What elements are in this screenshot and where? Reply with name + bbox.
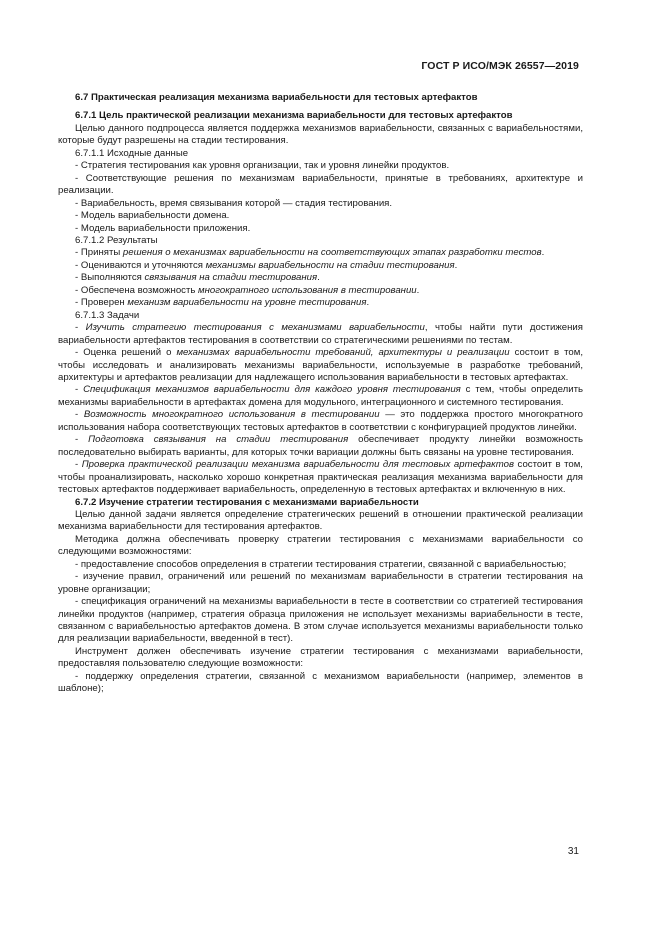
- list-item: [58, 459, 583, 496]
- list-item-text: , чтобы найти пути достижения вариабельности артефактов тестирования в соответствии со стратегическими решениями по тестам.: [58, 322, 583, 346]
- italic-term: Проверка практической реализации механизма вариабельности для тестовых артефактов: [81, 459, 515, 471]
- italic-term: механизмах вариабельности требований, архитектуры и реализации: [176, 347, 510, 359]
- list-item: - Соответствующие решения по механизмам вариабельности, принятые в требованиях, архитектуре и реализации.: [58, 172, 583, 197]
- list-item: - поддержку определения стратегии, связанной с механизмом вариабельности (например, элементов в шаблоне);: [58, 670, 583, 695]
- list-item-text: - Оценка решений о: [75, 347, 177, 359]
- list-item: [58, 297, 583, 309]
- list-item: - Модель вариабельности приложения.: [75, 222, 251, 234]
- list-item-text: -: [75, 384, 84, 396]
- list-item: - Стратегия тестирования как уровня организации, так и уровня линейки продуктов.: [75, 160, 450, 172]
- list-item-text: - Выполняются: [75, 272, 145, 284]
- italic-term: многократного использования в тестировании: [198, 284, 417, 296]
- list-item-text: -: [75, 409, 84, 421]
- list-item-text: — это поддержка простого многократного использования набора соответствующих тестовых артефактов в соответствии с конфигурацией продуктов линейки.: [58, 409, 583, 433]
- list-item: [58, 384, 583, 409]
- italic-term: механизм вариабельности на уровне тестирования: [127, 297, 367, 309]
- list-item-text: - Обеспечена возможность: [75, 284, 199, 296]
- list-item: - спецификация ограничений на механизмы вариабельности в тесте в соответствии со стратегией тестирования линейки продуктов (например, стратегия образца приложения не использует механизмы вариабельности в тесте, связанном с вариабельностью артефактов домена. В этом случае используется механизмы вариабельности только для реализации вариабельности, введенной в тест).: [58, 596, 583, 645]
- page-number: 31: [567, 846, 579, 857]
- list-item-text: - Проверен: [75, 297, 128, 309]
- list-item-text: .: [366, 297, 370, 309]
- list-item: [58, 347, 583, 384]
- list-item: - Модель вариабельности домена.: [75, 210, 230, 222]
- italic-term: связывания на стадии тестирования: [144, 272, 318, 284]
- italic-term: Возможность многократного использования в тестировании: [83, 409, 380, 421]
- document-body: [58, 92, 583, 696]
- italic-term: Подготовка связывания на стадии тестирования: [88, 434, 349, 446]
- list-item-text: .: [317, 272, 320, 284]
- paragraph: Целью данного подпроцесса является поддержка механизмов вариабельности, связанных с вариабельностями, которые будут разрешены на стадии тестирования.: [58, 122, 583, 147]
- section-heading-6-7: 6.7 Практическая реализация механизма вариабельности для тестовых артефактов: [75, 92, 478, 103]
- section-heading-6-7-2: 6.7.2 Изучение стратегии тестирования с механизмами вариабельности: [75, 496, 419, 508]
- document-header: ГОСТ Р ИСО/МЭК 26557—2019: [421, 60, 579, 72]
- list-item: - Вариабельность, время связывания которой — стадия тестирования.: [75, 197, 393, 209]
- italic-term: механизмы вариабельности на стадии тестирования: [205, 259, 455, 271]
- list-item-text: .: [454, 259, 458, 271]
- paragraph: Методика должна обеспечивать проверку стратегии тестирования с механизмами вариабельности со следующими возможностями:: [58, 533, 583, 558]
- list-item-text: - Приняты: [75, 247, 123, 259]
- subsection-heading-6-7-1-2: 6.7.1.2 Результаты: [75, 234, 158, 246]
- paragraph: Инструмент должен обеспечивать изучение стратегии тестирования с механизмами вариабельности, предоставляя пользователю следующие возможности:: [58, 645, 583, 670]
- list-item-text: -: [75, 459, 82, 471]
- list-item: - предоставление способов определения в стратегии тестирования стратегии, связанной с вариабельностью;: [75, 558, 567, 570]
- list-item-text: состоит в том, чтобы исследовать и анализировать механизмы вариабельности, используемые в разработке требований, архитектуры и артефактов реализации для надлежащего использования вариабельности в тестовых артефактах.: [58, 347, 584, 383]
- list-item: [58, 322, 583, 347]
- italic-term: Изучить стратегию тестирования с механизмами вариабельности: [85, 322, 425, 334]
- italic-term: решения о механизмах вариабельности на соответствующих этапах разработки тестов: [122, 247, 542, 259]
- italic-term: Спецификация механизмов вариабельности для каждого уровня тестирования: [83, 384, 461, 396]
- list-item-text: .: [541, 247, 545, 259]
- list-item: [58, 434, 583, 459]
- list-item: [58, 272, 583, 284]
- list-item-text: -: [75, 322, 86, 334]
- list-item: [58, 260, 583, 272]
- list-item-text: - Оцениваются и уточняются: [75, 259, 206, 271]
- paragraph: Целью данной задачи является определение стратегических решений в отношении практической реализации механизма вариабельности для тестирования артефактов.: [58, 508, 583, 533]
- list-item-text: с тем, чтобы определить механизмы вариабельности в артефактах домена для модульного, интеграционного и системного тестирования.: [58, 384, 583, 408]
- list-item-text: .: [416, 284, 420, 296]
- list-item: [58, 247, 583, 259]
- subsection-heading-6-7-1-1: 6.7.1.1 Исходные данные: [75, 147, 189, 159]
- list-item-text: состоит в том, чтобы проанализировать, насколько хорошо конкретная практическая реализация механизма вариабельности для тестовых артефактов поддерживает вариабельность, определенную в тестовых артефактах и включенную в них.: [58, 459, 583, 496]
- subsection-heading-6-7-1-3: 6.7.1.3 Задачи: [75, 309, 140, 321]
- section-heading-6-7-1: 6.7.1 Цель практической реализации механизма вариабельности для тестовых артефактов: [75, 110, 513, 122]
- list-item: [58, 285, 583, 297]
- list-item: - изучение правил, ограничений или решений по механизмам вариабельности в стратегии тестирования на уровне организации;: [58, 571, 583, 595]
- list-item: [58, 409, 583, 434]
- list-item-text: -: [75, 434, 89, 446]
- list-item-text: обеспечивает продукту линейки возможность последовательно выбирать варианты, для которых точки вариации должны быть связаны на уровне тестирования.: [58, 434, 583, 458]
